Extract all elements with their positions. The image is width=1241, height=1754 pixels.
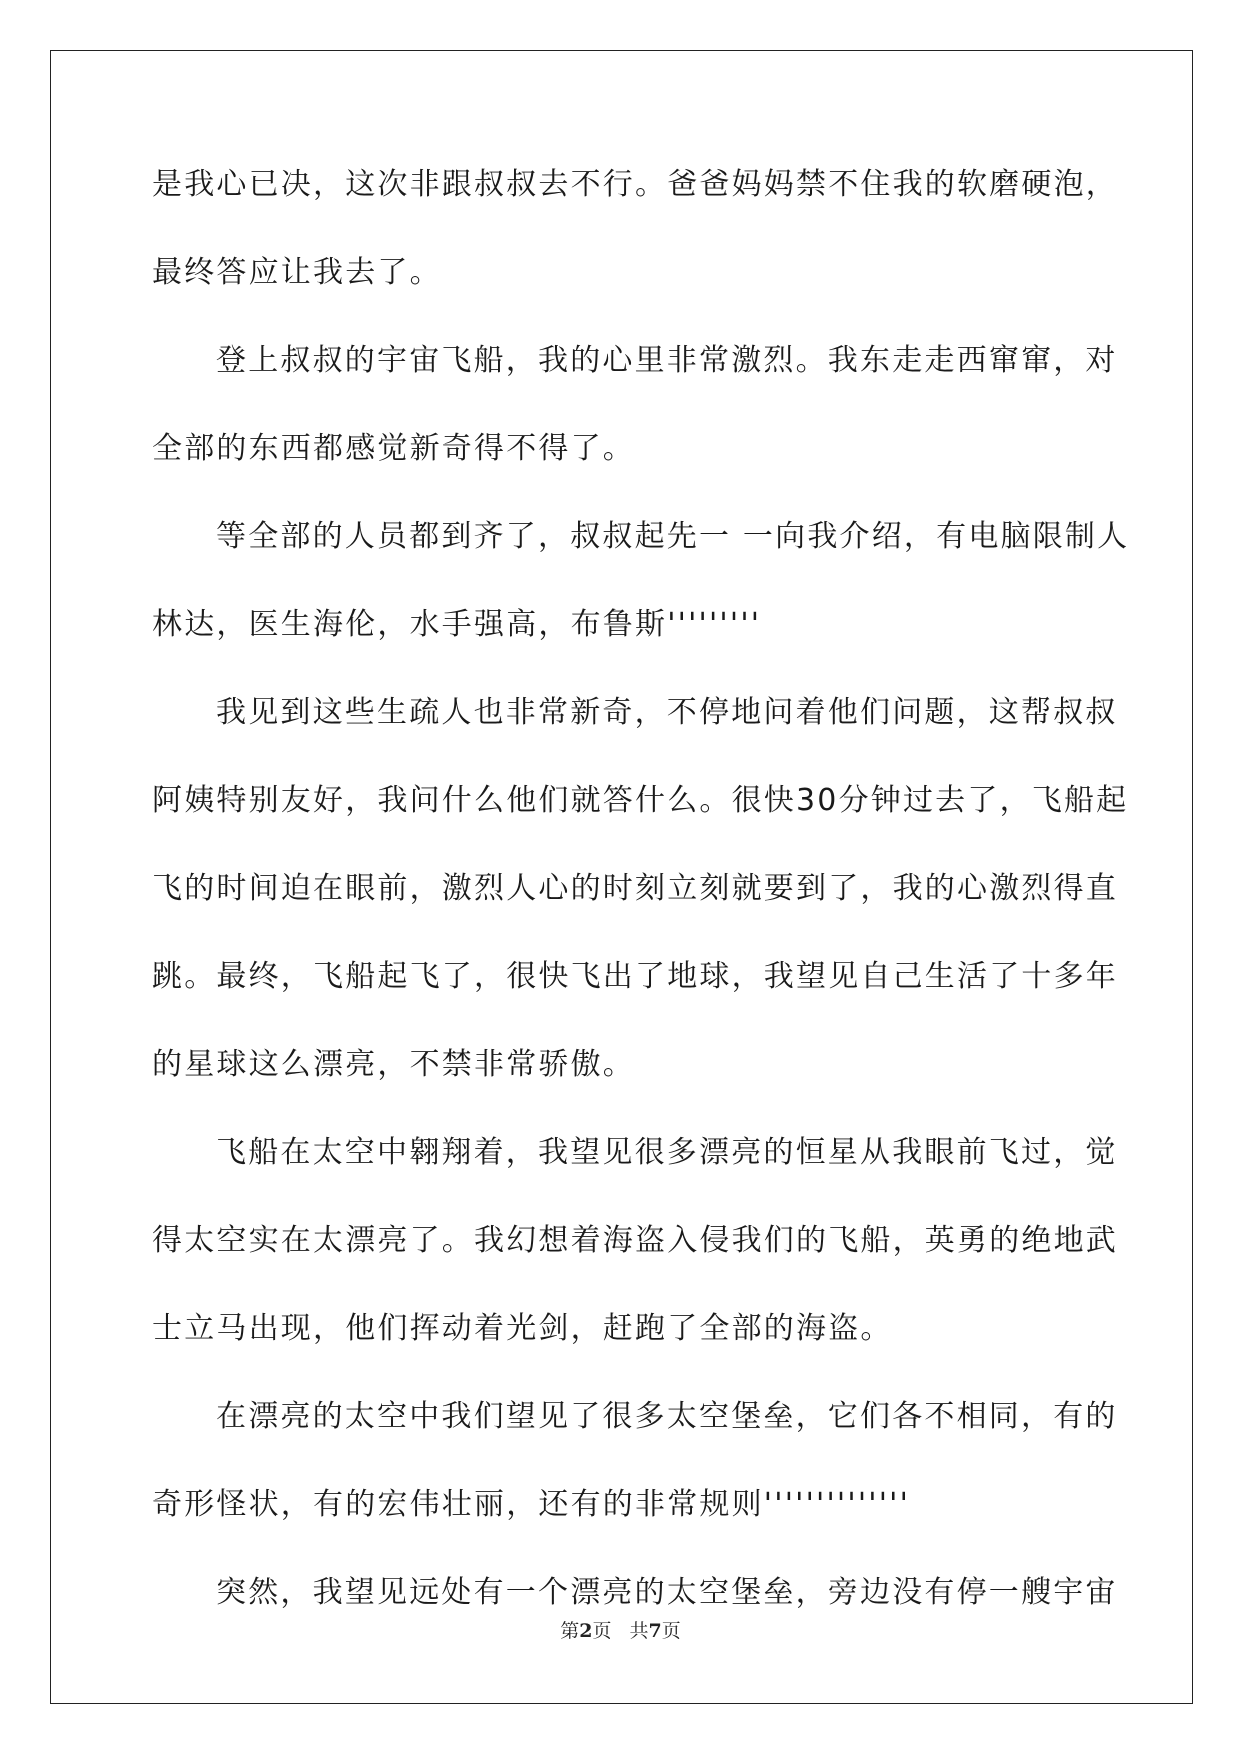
paragraph-start-line: 在漂亮的太空中我们望见了很多太空堡垒，它们各不相同，有的 bbox=[216, 1399, 1118, 1434]
page-footer bbox=[0, 1616, 1241, 1643]
text-line: 飞的时间迫在眼前，激烈人心的时刻立刻就要到了，我的心激烈得直 bbox=[152, 871, 1118, 906]
document-body bbox=[152, 165, 1130, 1661]
text-line: 阿姨特别友好，我问什么他们就答什么。很快30分钟过去了，飞船起 bbox=[152, 783, 1129, 818]
paragraph-start-line: 突然，我望见远处有一个漂亮的太空堡垒，旁边没有停一艘宇宙 bbox=[216, 1575, 1118, 1610]
page-number: 2 bbox=[579, 1620, 593, 1642]
total-suffix: 页 bbox=[661, 1620, 681, 1642]
total-prefix: 共 bbox=[629, 1620, 649, 1642]
text-line: 奇形怪状，有的宏伟壮丽，还有的非常规则'''''''''''''' bbox=[152, 1487, 911, 1522]
paragraph-start-line: 我见到这些生疏人也非常新奇，不停地问着他们问题，这帮叔叔 bbox=[216, 695, 1118, 730]
paragraph-start-line: 登上叔叔的宇宙飞船，我的心里非常激烈。我东走走西窜窜，对 bbox=[216, 343, 1118, 378]
text-line: 最终答应让我去了。 bbox=[152, 255, 442, 290]
text-line: 全部的东西都感觉新奇得不得了。 bbox=[152, 431, 635, 466]
paragraph-start-line: 飞船在太空中翱翔着，我望见很多漂亮的恒星从我眼前飞过，觉 bbox=[216, 1135, 1118, 1170]
text-line: 士立马出现，他们挥动着光剑，赶跑了全部的海盗。 bbox=[152, 1311, 893, 1346]
page-suffix: 页 bbox=[592, 1620, 612, 1642]
text-line: 的星球这么漂亮，不禁非常骄傲。 bbox=[152, 1047, 635, 1082]
text-line: 跳。最终，飞船起飞了，很快飞出了地球，我望见自己生活了十多年 bbox=[152, 959, 1118, 994]
text-line: 是我心已决，这次非跟叔叔去不行。爸爸妈妈禁不住我的软磨硬泡， bbox=[152, 167, 1118, 202]
page-prefix: 第 bbox=[560, 1620, 580, 1642]
text-line: 林达，医生海伦，水手强高，布鲁斯''''''''' bbox=[152, 607, 762, 642]
text-line: 得太空实在太漂亮了。我幻想着海盗入侵我们的飞船，英勇的绝地武 bbox=[152, 1223, 1118, 1258]
total-pages: 7 bbox=[648, 1620, 662, 1642]
paragraph-start-line: 等全部的人员都到齐了，叔叔起先一 一向我介绍，有电脑限制人 bbox=[216, 519, 1130, 554]
